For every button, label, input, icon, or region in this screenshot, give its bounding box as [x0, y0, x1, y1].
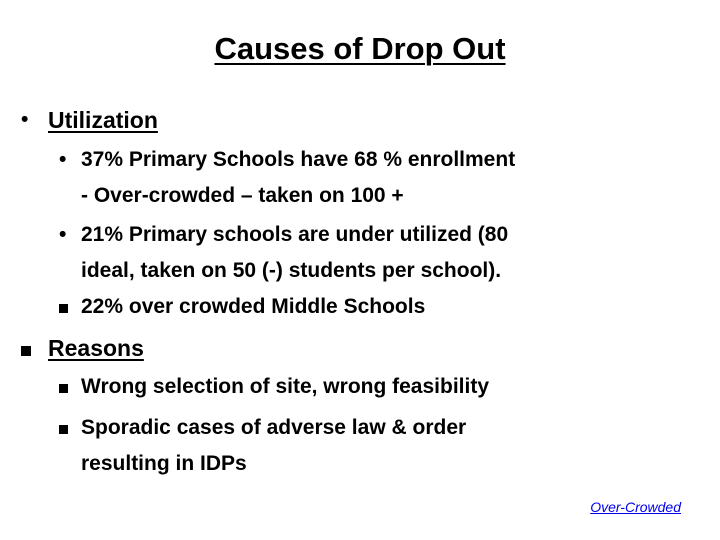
list-item-line: Sporadic cases of adverse law & order: [81, 416, 467, 439]
list-item: [81, 289, 425, 325]
list-item: [81, 369, 489, 405]
square-bullet-icon: [21, 333, 31, 363]
bullet-dot-icon: •: [59, 223, 67, 246]
list-item-line: Wrong selection of site, wrong feasibility: [81, 375, 490, 398]
list-item-line: ideal, taken on 50 (-) students per school).: [81, 259, 502, 282]
section-heading-reasons: [48, 333, 144, 363]
section-heading-utilization: [21, 105, 158, 135]
list-item: [59, 142, 516, 214]
over-crowded-link[interactable]: Over-Crowded: [590, 499, 681, 515]
section-heading-label: Reasons: [48, 335, 144, 361]
list-item-line: 37% Primary Schools have 68 % enrollment: [81, 148, 516, 171]
square-bullet-icon: [59, 289, 68, 325]
list-item-line: - Over-crowded – taken on 100 +: [81, 184, 404, 207]
list-item-line: resulting in IDPs: [81, 452, 247, 475]
square-bullet-icon: [59, 410, 68, 446]
list-item: [59, 217, 509, 289]
bullet-dot-icon: •: [59, 148, 67, 171]
slide-title: Causes of Drop Out: [214, 31, 506, 66]
section-heading-label: Utilization: [48, 107, 158, 133]
bullet-dot-icon: •: [21, 108, 29, 131]
list-item-line: 21% Primary schools are under utilized (80: [81, 223, 509, 246]
list-item: [81, 410, 466, 482]
list-item-line: 22% over crowded Middle Schools: [81, 295, 426, 318]
square-bullet-icon: [59, 369, 68, 405]
